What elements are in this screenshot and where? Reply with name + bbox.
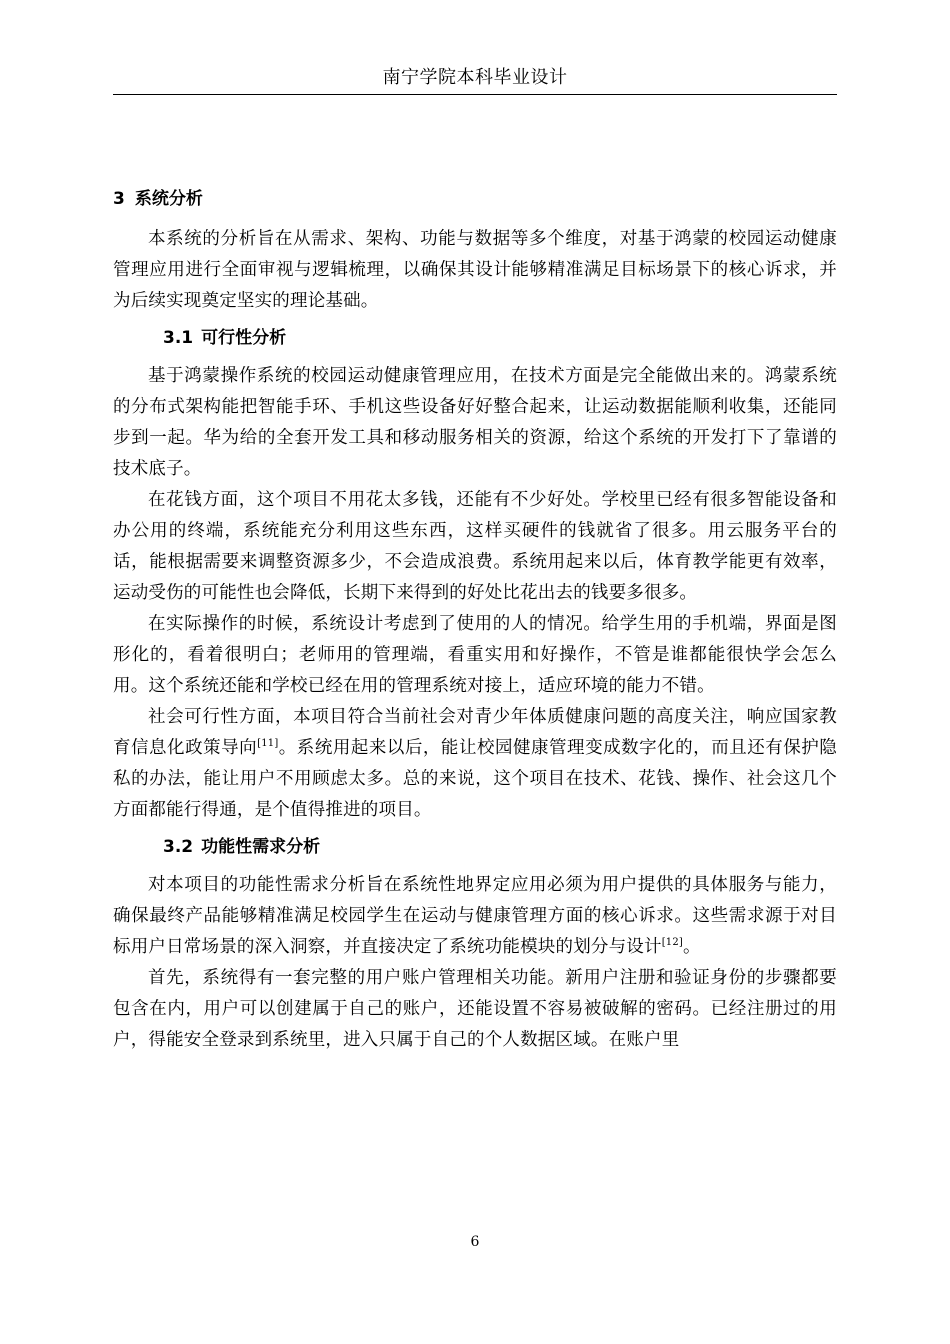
account-management-paragraph: 首先，系统得有一套完整的用户账户管理相关功能。新用户注册和验证身份的步骤都要包含在内，用户可以创建属于自己的账户，还能设置不容易被破解的密码。已经注册过的用户，得能安全登录到系统里，进入只属于自己的个人数据区域。在账户里 <box>113 968 837 1050</box>
section-3-intro-paragraph: 本系统的分析旨在从需求、架构、功能与数据等多个维度，对基于鸿蒙的校园运动健康管理应用进行全面审视与逻辑梳理，以确保其设计能够精准满足目标场景下的核心诉求，并为后续实现奠定坚实的理论基础。 <box>113 229 837 311</box>
page-content <box>113 186 837 1056</box>
citation-marker: [12] <box>661 937 684 949</box>
section-title: 系统分析 <box>134 189 203 209</box>
subsection-heading-3-1 <box>113 325 837 351</box>
feasibility-social-paragraph <box>113 702 837 826</box>
section-heading-3 <box>113 186 837 212</box>
social-text-start: 社会可行性方面，本项目符合当前社会对青少年体质健康问题的高度关注，响应国家教育信息化政策导向 <box>113 707 837 758</box>
page-number: 6 <box>470 1234 480 1250</box>
functional-requirements-intro-paragraph <box>113 870 837 963</box>
citation-marker: [11] <box>257 738 279 750</box>
subsection-number: 3.1 <box>163 328 194 348</box>
feasibility-operational-paragraph: 在实际操作的时候，系统设计考虑到了使用的人的情况。给学生用的手机端，界面是图形化的，看着很明白；老师用的管理端，看重实用和好操作，不管是谁都能很快学会怎么用。这个系统还能和学校已经在用的管理系统对接上，适应环境的能力不错。 <box>113 614 837 696</box>
functional-text-start: 对本项目的功能性需求分析旨在系统性地界定应用必须为用户提供的具体服务与能力，确保最终产品能够精准满足校园学生在运动与健康管理方面的核心诉求。这些需求源于对目标用户日常场景的深入洞察，并直接决定了系统功能模块的划分与设计 <box>113 875 837 957</box>
feasibility-technical-paragraph: 基于鸿蒙操作系统的校园运动健康管理应用，在技术方面是完全能做出来的。鸿蒙系统的分布式架构能把智能手环、手机这些设备好好整合起来，让运动数据能顺利收集，还能同步到一起。华为给的全套开发工具和移动服务相关的资源，给这个系统的开发打下了靠谱的技术底子。 <box>113 366 837 479</box>
social-text-end: 。系统用起来以后，能让校园健康管理变成数字化的，而且还有保护隐私的办法，能让用户不用顾虑太多。总的来说，这个项目在技术、花钱、操作、社会这几个方面都能行得通，是个值得推进的项目。 <box>113 738 837 820</box>
subsection-number: 3.2 <box>163 837 194 857</box>
subsection-heading-3-2 <box>113 834 837 860</box>
section-number: 3 <box>113 189 125 209</box>
functional-text-end: 。 <box>683 937 701 957</box>
subsection-title: 可行性分析 <box>201 328 287 348</box>
subsection-title: 功能性需求分析 <box>201 837 321 857</box>
header-rule <box>113 94 837 95</box>
feasibility-economic-paragraph: 在花钱方面，这个项目不用花太多钱，还能有不少好处。学校里已经有很多智能设备和办公用的终端，系统能充分利用这些东西，这样买硬件的钱就省了很多。用云服务平台的话，能根据需要来调整资源多少，不会造成浪费。系统用起来以后，体育教学能更有效率，运动受伤的可能性也会降低，长期下来得到的好处比花出去的钱要多很多。 <box>113 490 837 603</box>
page-header: 南宁学院本科毕业设计 <box>382 67 568 88</box>
